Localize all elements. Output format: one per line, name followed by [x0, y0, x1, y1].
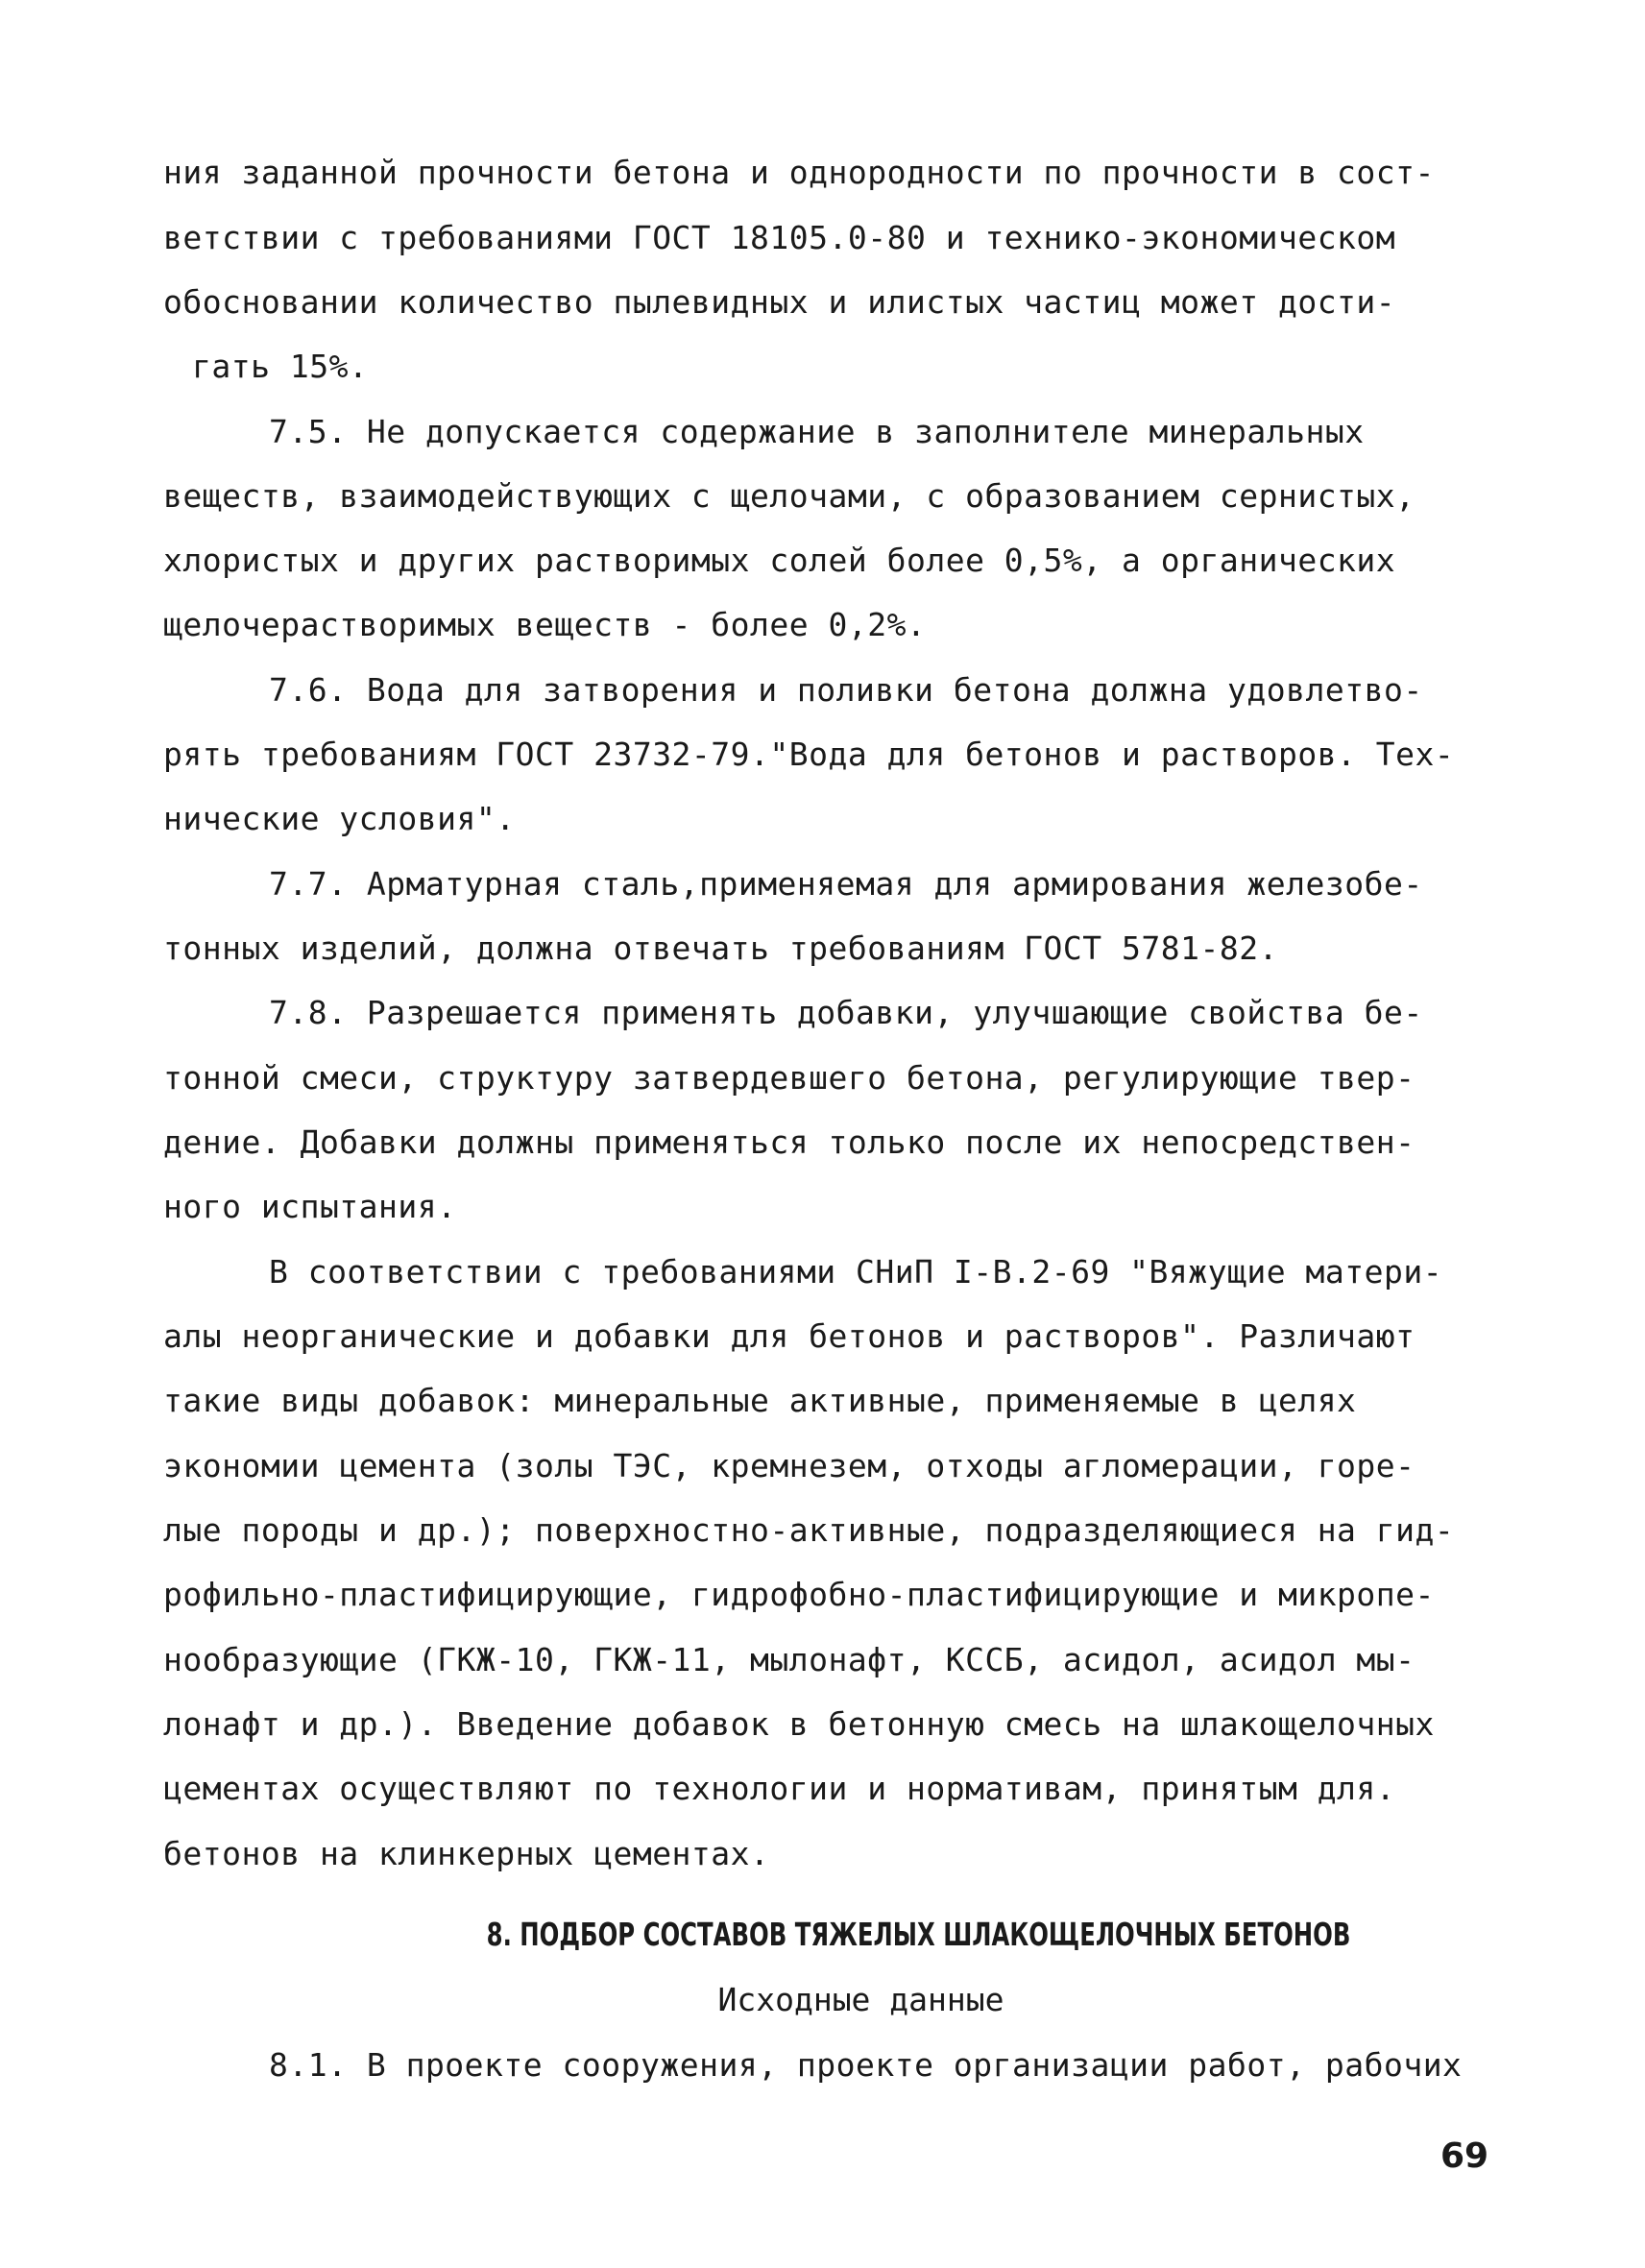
section-subheading: Исходные данные	[717, 1981, 1004, 2018]
text-line: бетонов на клинкерных цементах.	[163, 1835, 770, 1872]
paragraph-snip-start: В соответствии с требованиями СНиП I-В.2-69 "Вяжущие матери-	[269, 1253, 1443, 1291]
text-line: ветствии с требованиями ГОСТ 18105.0-80 и технико-экономическом	[163, 219, 1396, 256]
text-line: дение. Добавки должны применяться только после их непосредствен-	[163, 1123, 1415, 1161]
text-line: тонных изделий, должна отвечать требованиям ГОСТ 5781-82.	[163, 929, 1278, 967]
text-line: рофильно-пластифицирующие, гидрофобно-пластифицирующие и микропе-	[163, 1576, 1435, 1613]
paragraph-7-7-start: 7.7. Арматурная сталь,применяемая для армирования железобе-	[269, 865, 1423, 903]
text-line: лые породы и др.); поверхностно-активные, подразделяющиеся на гид-	[163, 1511, 1455, 1549]
text-line: алы неорганические и добавки для бетонов и растворов". Различают	[163, 1317, 1415, 1355]
text-line: такие виды добавок: минеральные активные, применяемые в целях	[163, 1382, 1357, 1419]
paragraph-7-8-start: 7.8. Разрешается применять добавки, улучшающие свойства бе-	[269, 994, 1423, 1031]
paragraph-8-1-start: 8.1. В проекте сооружения, проекте организации работ, рабочих	[269, 2046, 1463, 2084]
section-heading: 8. ПОДБОР СОСТАВОВ ТЯЖЕЛЫХ ШЛАКОЩЕЛОЧНЫХ БЕТОНОВ	[486, 1916, 1351, 1953]
text-line: хлористых и других растворимых солей более 0,5%, а органических	[163, 542, 1396, 579]
page-number: 69	[1440, 2136, 1489, 2176]
text-line: тонной смеси, структуру затвердевшего бетона, регулирующие твер-	[163, 1059, 1415, 1097]
text-line: нообразующие (ГКЖ-10, ГКЖ-11, мылонафт, КССБ, асидол, асидол мы-	[163, 1641, 1415, 1678]
text-line: рять требованиям ГОСТ 23732-79."Вода для бетонов и растворов. Тех-	[163, 736, 1455, 773]
text-line: веществ, взаимодействующих с щелочами, с образованием сернистых,	[163, 477, 1415, 515]
text-line: обосновании количество пылевидных и илистых частиц может дости-	[163, 283, 1396, 321]
text-line: цементах осуществляют по технологии и нормативам, принятым для.	[163, 1770, 1396, 1807]
text-line: гать 15%.	[192, 348, 369, 385]
text-line: экономии цемента (золы ТЭС, кремнезем, отходы агломерации, горе-	[163, 1447, 1415, 1484]
paragraph-7-6-start: 7.6. Вода для затворения и поливки бетона должна удовлетво-	[269, 671, 1423, 709]
text-line: ного испытания.	[163, 1188, 457, 1225]
paragraph-7-5-start: 7.5. Не допускается содержание в заполнителе минеральных	[269, 413, 1365, 450]
text-line: щелочерастворимых веществ - более 0,2%.	[163, 606, 927, 643]
text-line: ния заданной прочности бетона и однородности по прочности в сост-	[163, 154, 1435, 191]
text-line: лонафт и др.). Введение добавок в бетонную смесь на шлакощелочных	[163, 1705, 1435, 1743]
text-line: нические условия".	[163, 800, 516, 837]
